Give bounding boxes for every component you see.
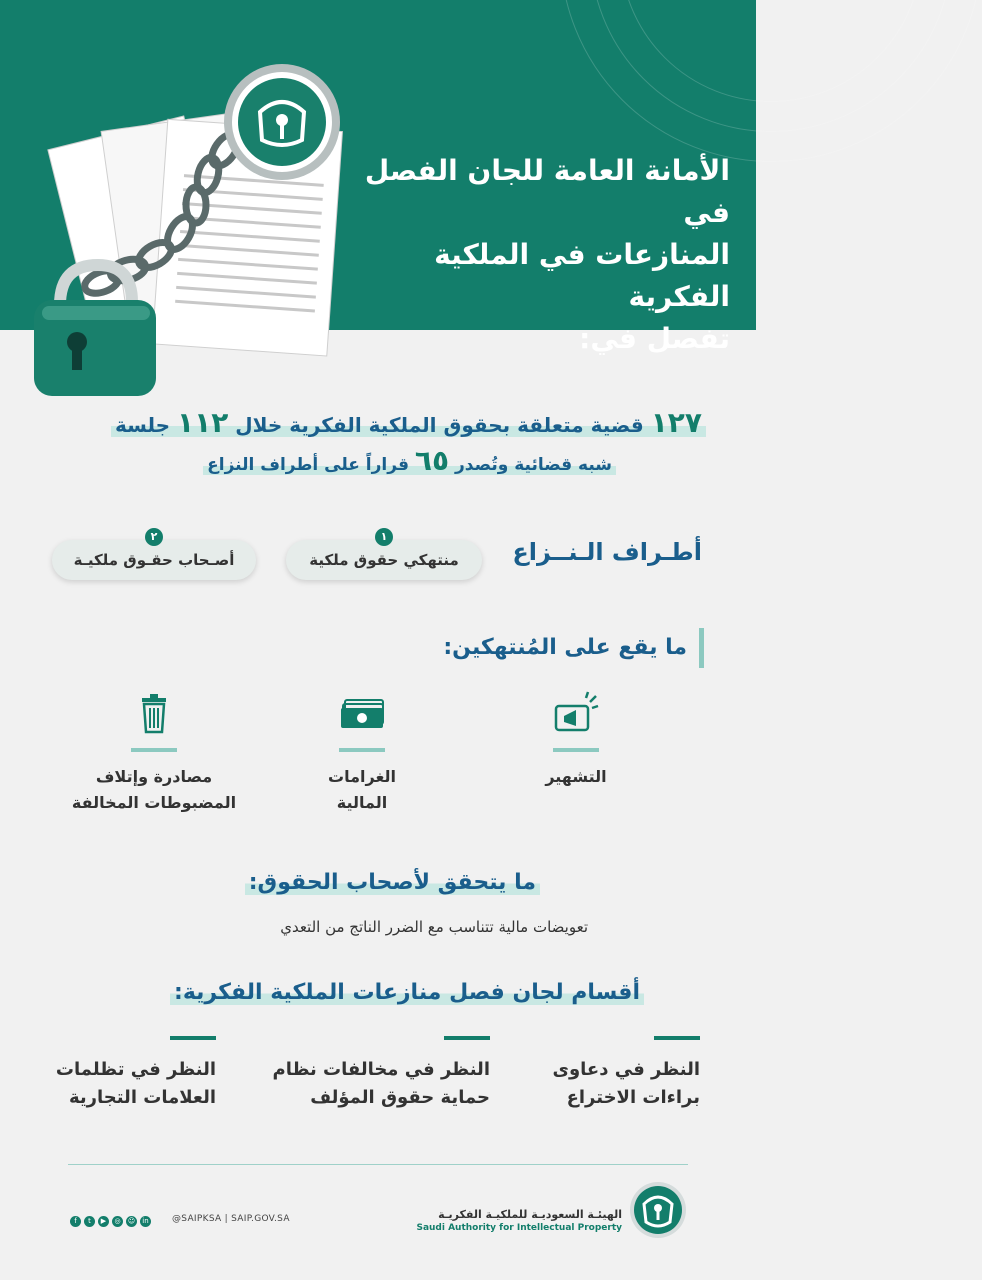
logo-badge-icon <box>224 64 340 180</box>
division-item: النظر في دعاوى براءات الاختراع <box>480 1036 700 1112</box>
rights-title: ما يتحقق لأصحاب الحقوق: <box>245 870 540 895</box>
youtube-icon[interactable]: ▶ <box>98 1216 109 1227</box>
violators-title: ما يقع على المُنتهكين: <box>443 628 704 668</box>
consequence-item: مصادرة وإتلاف المضبوطات المخالفة <box>54 690 254 816</box>
footer <box>0 1180 756 1240</box>
snapchat-icon[interactable]: ☺ <box>127 1217 136 1225</box>
sessions-count: ١١٢ <box>177 406 229 439</box>
footer-divider <box>68 1164 688 1165</box>
megaphone-icon <box>552 692 600 736</box>
party-number: ٢ <box>145 528 163 546</box>
party-label: أصـحاب حقـوق ملكيـة <box>73 551 235 569</box>
linkedin-icon[interactable]: in <box>140 1216 151 1227</box>
header-title: الأمانة العامة للجان الفصل في المنازعات في الملكية الفكرية تفصل في: <box>364 154 730 355</box>
statistics-summary: ١٢٧ قضية متعلقة بحقوق الملكية الفكرية خلال ١١٢ جلسة شبه قضائية وتُصدر ٦٥ قراراً على أطراف النزاع <box>46 404 706 482</box>
locked-documents-illustration <box>20 70 360 410</box>
party-pill-owners <box>52 530 256 580</box>
division-item: النظر في تظلمات العلامات التجارية <box>0 1036 216 1112</box>
rights-text: تعويضات مالية تتناسب مع الضرر الناتج من التعدي <box>280 918 588 936</box>
twitter-icon[interactable]: t <box>84 1216 95 1227</box>
party-label: منتهكي حقوق ملكية <box>309 551 459 569</box>
instagram-icon[interactable]: ◎ <box>112 1216 123 1227</box>
social-handles[interactable]: @SAIPKSA | SAIP.GOV.SA <box>172 1214 290 1224</box>
money-icon <box>337 696 387 732</box>
social-links <box>70 1216 151 1227</box>
party-pill-violators <box>286 530 482 580</box>
cases-count: ١٢٧ <box>650 406 702 439</box>
organization-name: الهيئـة السعوديـة للملكيـة الفكريـة Saudi Authority for Intellectual Property <box>416 1208 622 1233</box>
consequence-item: الغرامات المالية <box>262 690 462 816</box>
division-item: النظر في مخالفات نظام حماية حقوق المؤلف <box>270 1036 490 1112</box>
trash-icon <box>140 694 168 734</box>
parties-title: أطـراف الـنــزاع <box>512 538 702 566</box>
facebook-icon[interactable]: f <box>70 1216 81 1227</box>
consequence-item: التشهير <box>476 690 676 790</box>
decisions-count: ٦٥ <box>414 444 450 477</box>
saip-logo-icon <box>628 1180 688 1240</box>
divisions-title: أقسام لجان فصل منازعات الملكية الفكرية: <box>170 980 644 1005</box>
party-number: ١ <box>375 528 393 546</box>
